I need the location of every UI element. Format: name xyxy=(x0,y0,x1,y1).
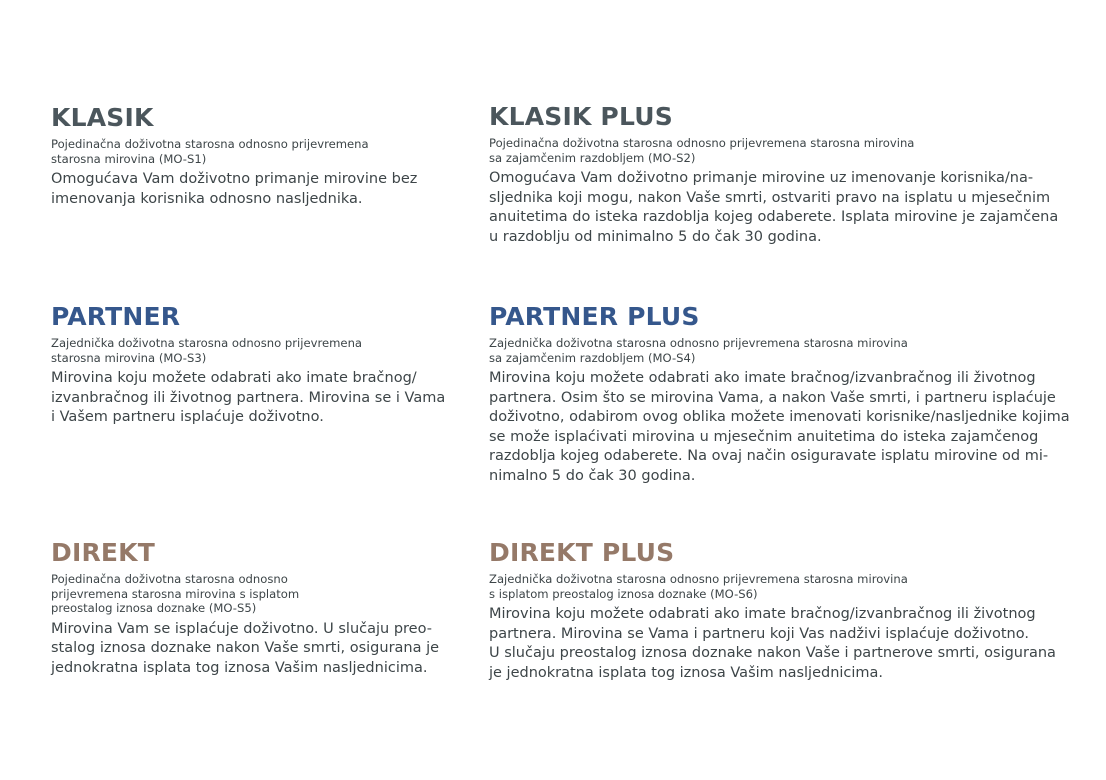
card-subtitle: Pojedinačna doživotna starosna odnosno prijevremena starosna mirovina sa zajamčenim razdobljem (MO-S2) xyxy=(489,136,915,165)
card-description: Omogućava Vam doživotno primanje mirovine uz imenovanje korisnika/na- sljednika koji mogu, nakon Vaše smrti, ostvariti pravo na isplatu u mjesečnim anuitetima do isteka razdoblja kojeg odaberete. Isplata mirovine je zajamčena u razdoblju od minimalno 5 do čak 30 godina. xyxy=(489,170,1059,245)
card-subtitle: Pojedinačna doživotna starosna odnosno prijevremena starosna mirovina (MO-S1) xyxy=(51,137,369,166)
card-subtitle: Pojedinačna doživotna starosna odnosno prijevremena starosna mirovina s isplatom preostalog iznosa doznake (MO-S5) xyxy=(51,572,300,615)
card-description: Mirovina koju možete odabrati ako imate bračnog/izvanbračnog ili životnog partnera. Osim što se mirovina Vama, a nakon Vaše smrti, i partneru isplaćuje doživotno, odabirom ovog oblika možete imenovati korisnike/nasljednike kojima se može isplaćivati mirovina u mjesečnim anuitetima do isteka zajamčenog razdoblja kojeg odaberete. Na ovaj način osiguravate isplatu mirovine od mi- nimalno 5 do čak 30 godina. xyxy=(489,370,1070,484)
card-description: Omogućava Vam doživotno primanje mirovine bez imenovanja korisnika odnosno nasljednika. xyxy=(51,171,418,207)
pension-card-klasik-plus xyxy=(489,102,1079,247)
card-title: DIREKT PLUS xyxy=(489,538,675,567)
pension-card-partner xyxy=(51,302,461,428)
card-title: PARTNER xyxy=(51,302,181,331)
card-title: KLASIK xyxy=(51,103,154,132)
pension-card-klasik xyxy=(51,103,461,209)
card-description: Mirovina koju možete odabrati ako imate bračnog/izvanbračnog ili životnog partnera. Mirovina se Vama i partneru koji Vas nadživi isplaćuje doživotno. U slučaju preostalog iznosa doznake nakon Vaše i partnerove smrti, osigurana je jednokratna isplata tog iznosa Vašim nasljednicima. xyxy=(489,606,1056,681)
card-title: DIREKT xyxy=(51,538,156,567)
card-subtitle: Zajednička doživotna starosna odnosno prijevremena starosna mirovina sa zajamčenim razdobljem (MO-S4) xyxy=(489,336,908,365)
card-title: KLASIK PLUS xyxy=(489,102,673,131)
card-description: Mirovina Vam se isplaćuje doživotno. U slučaju preo- stalog iznosa doznake nakon Vaše smrti, osigurana je jednokratna isplata tog iznosa Vašim nasljednicima. xyxy=(51,620,440,676)
card-title: PARTNER PLUS xyxy=(489,302,700,331)
card-description: Mirovina koju možete odabrati ako imate bračnog/ izvanbračnog ili životnog partnera. Mirovina se i Vama i Vašem partneru isplaćuje doživotno. xyxy=(51,370,446,425)
pension-card-partner-plus xyxy=(489,302,1079,486)
pension-card-direkt-plus xyxy=(489,538,1079,683)
pension-card-direkt xyxy=(51,538,461,678)
card-subtitle: Zajednička doživotna starosna odnosno prijevremena starosna mirovina s isplatom preostalog iznosa doznake (MO-S6) xyxy=(489,572,908,601)
card-subtitle: Zajednička doživotna starosna odnosno prijevremena starosna mirovina (MO-S3) xyxy=(51,336,363,365)
